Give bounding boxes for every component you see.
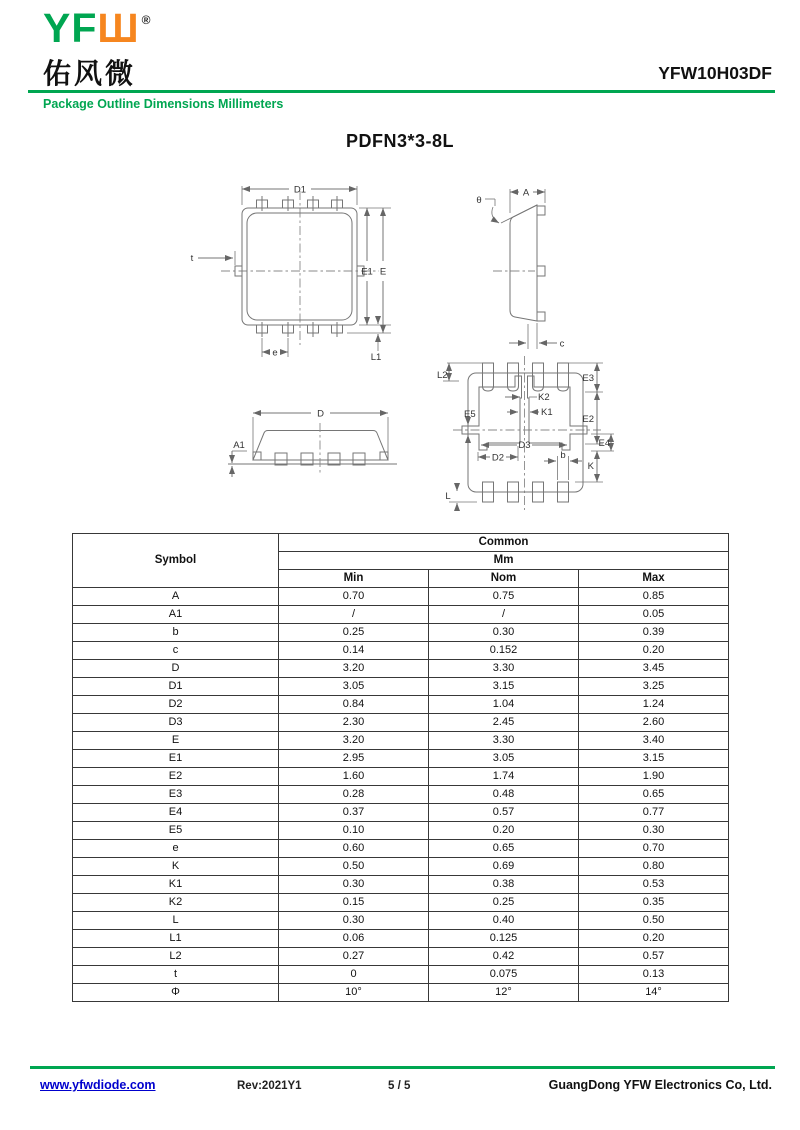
cell-min: 0.84 [279,696,429,714]
dim-label-d3: D3 [518,440,531,451]
table-row [73,912,729,930]
top-view-drawing [165,175,395,370]
cell-max: 0.39 [579,624,729,642]
table-row [73,750,729,768]
cell-nom: 3.30 [429,660,579,678]
nom-header: Nom [429,570,579,588]
company-name: GuangDong YFW Electronics Co, Ltd. [548,1078,772,1092]
table-row [73,984,729,1002]
cell-max: 0.05 [579,606,729,624]
cell-min: 0.70 [279,588,429,606]
cell-symbol: t [73,966,279,984]
website-link[interactable]: www.yfwdiode.com [40,1078,156,1092]
cell-min: 2.30 [279,714,429,732]
cell-nom: 0.30 [429,624,579,642]
table-row [73,822,729,840]
cell-nom: 0.125 [429,930,579,948]
table-row [73,606,729,624]
cell-min: 0.28 [279,786,429,804]
table-row [73,732,729,750]
cell-symbol: D2 [73,696,279,714]
cell-max: 0.65 [579,786,729,804]
cell-nom: 0.48 [429,786,579,804]
cell-symbol: D1 [73,678,279,696]
cell-symbol: E2 [73,768,279,786]
table-row [73,642,729,660]
cell-min: 0.30 [279,876,429,894]
cell-symbol: L2 [73,948,279,966]
cell-min: 3.20 [279,660,429,678]
table-row [73,966,729,984]
part-number: YFW10H03DF [658,63,772,83]
dim-label-d1: D1 [293,184,307,196]
cell-min: 0.25 [279,624,429,642]
unit-header: Mm [279,552,729,570]
table-row [73,948,729,966]
dim-label-a1: A1 [233,440,245,451]
dim-label-e4: E4 [598,438,611,449]
logo-wordmark [43,5,152,51]
dim-label-e2: E2 [582,414,594,425]
table-row [73,678,729,696]
dim-label-b: b [560,450,566,461]
cell-min: 3.05 [279,678,429,696]
cell-nom: 3.05 [429,750,579,768]
cell-symbol: K [73,858,279,876]
table-row [73,858,729,876]
cell-nom: / [429,606,579,624]
logo [43,5,152,92]
cell-max: 0.20 [579,930,729,948]
cell-nom: 0.152 [429,642,579,660]
table-row [73,894,729,912]
table-row [73,696,729,714]
cell-max: 0.57 [579,948,729,966]
cell-nom: 0.75 [429,588,579,606]
cell-symbol: K2 [73,894,279,912]
cell-max: 1.24 [579,696,729,714]
cell-symbol: D [73,660,279,678]
cell-max: 3.45 [579,660,729,678]
dim-label-a: A [522,187,530,199]
cell-nom: 0.69 [429,858,579,876]
cell-max: 0.53 [579,876,729,894]
cell-symbol: E1 [73,750,279,768]
table-row [73,660,729,678]
cell-symbol: A [73,588,279,606]
cell-min: 0.27 [279,948,429,966]
cell-max: 0.70 [579,840,729,858]
max-header: Max [579,570,729,588]
common-header: Common [279,534,729,552]
cell-max: 0.13 [579,966,729,984]
cell-nom: 0.65 [429,840,579,858]
dim-label-d2: D2 [491,452,505,464]
cell-symbol: E3 [73,786,279,804]
dim-label-e5: E5 [464,409,476,420]
symbol-header: Symbol [73,534,279,588]
cell-min: 0.10 [279,822,429,840]
table-row [73,714,729,732]
cell-max: 14° [579,984,729,1002]
cell-min: / [279,606,429,624]
table-row [73,876,729,894]
cell-nom: 1.74 [429,768,579,786]
dim-label-l2: L2 [437,370,448,381]
cell-min: 0.37 [279,804,429,822]
dim-label-k2: K2 [538,392,550,403]
logo-chinese-name: 佑风微 [43,58,137,89]
cell-max: 3.40 [579,732,729,750]
cell-max: 0.35 [579,894,729,912]
cell-nom: 2.45 [429,714,579,732]
cell-nom: 1.04 [429,696,579,714]
section-title: Package Outline Dimensions Millimeters [43,97,284,111]
cell-min: 2.95 [279,750,429,768]
dimension-table [72,533,729,1002]
cell-max: 3.15 [579,750,729,768]
cell-min: 0.14 [279,642,429,660]
dim-label-l: L [445,491,451,502]
cell-symbol: E [73,732,279,750]
front-view-drawing [225,393,405,498]
bottom-view-drawing [435,348,620,516]
cell-symbol: L1 [73,930,279,948]
cell-nom: 0.40 [429,912,579,930]
cell-nom: 0.25 [429,894,579,912]
dim-label-e1: E1 [361,266,373,278]
dim-label-l1: L1 [370,352,382,363]
cell-symbol: b [73,624,279,642]
cell-min: 10° [279,984,429,1002]
cell-max: 0.77 [579,804,729,822]
page-number: 5 / 5 [388,1080,411,1092]
dim-label-theta: θ [476,195,482,206]
table-row [73,840,729,858]
cell-max: 0.50 [579,912,729,930]
cell-min: 0.15 [279,894,429,912]
cell-max: 0.20 [579,642,729,660]
cell-max: 2.60 [579,714,729,732]
cell-symbol: c [73,642,279,660]
cell-symbol: A1 [73,606,279,624]
cell-max: 0.85 [579,588,729,606]
cell-min: 1.60 [279,768,429,786]
cell-max: 0.80 [579,858,729,876]
side-view-drawing [465,173,600,368]
revision-label: Rev:2021Y1 [237,1080,302,1092]
cell-nom: 0.075 [429,966,579,984]
cell-nom: 0.38 [429,876,579,894]
cell-min: 0.60 [279,840,429,858]
table-row [73,624,729,642]
cell-symbol: E5 [73,822,279,840]
cell-nom: 0.57 [429,804,579,822]
dim-label-e: E [379,266,387,278]
cell-max: 0.30 [579,822,729,840]
cell-nom: 3.15 [429,678,579,696]
cell-symbol: E4 [73,804,279,822]
table-header-row [73,534,729,552]
table-row [73,588,729,606]
dim-label-k1: K1 [541,407,553,418]
cell-max: 3.25 [579,678,729,696]
logo-text-orange: Ш [97,5,140,51]
dim-label-d: D [317,408,324,420]
footer-divider [30,1066,775,1069]
cell-symbol: K1 [73,876,279,894]
table-body [73,588,729,1002]
cell-max: 1.90 [579,768,729,786]
cell-min: 0 [279,966,429,984]
dim-label-e3: E3 [582,373,594,384]
dim-label-e-pitch: e [272,347,278,359]
table-row [73,786,729,804]
cell-min: 0.30 [279,912,429,930]
cell-nom: 3.30 [429,732,579,750]
table-row [73,804,729,822]
cell-min: 3.20 [279,732,429,750]
cell-nom: 0.42 [429,948,579,966]
cell-nom: 12° [429,984,579,1002]
cell-symbol: e [73,840,279,858]
cell-symbol: L [73,912,279,930]
cell-min: 0.06 [279,930,429,948]
cell-symbol: Φ [73,984,279,1002]
table-row [73,768,729,786]
logo-text-green: YF [43,5,98,51]
package-title: PDFN3*3-8L [345,131,455,151]
dim-label-c: c [559,338,565,350]
header-divider [28,90,775,93]
cell-nom: 0.20 [429,822,579,840]
dim-label-t: t [190,253,194,264]
min-header: Min [279,570,429,588]
cell-min: 0.50 [279,858,429,876]
table-row [73,930,729,948]
cell-symbol: D3 [73,714,279,732]
dim-label-k: K [587,461,594,472]
registered-mark: ® [141,13,152,27]
